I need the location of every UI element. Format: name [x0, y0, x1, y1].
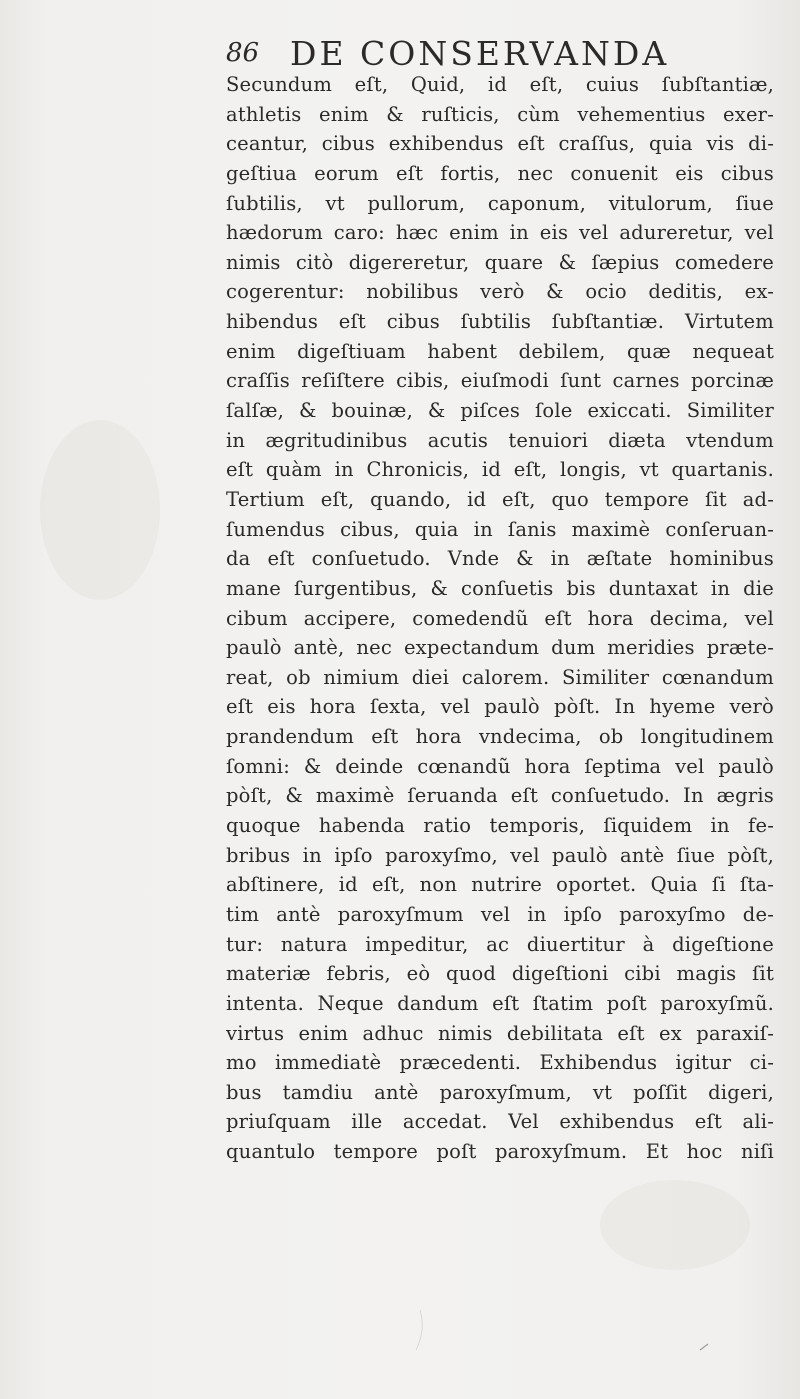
running-title: DE CONSERVANDA [290, 34, 670, 73]
text-line: reat, ob nimium diei calorem. Similiter cœnandum [226, 665, 774, 689]
text-line: nimis citò digereretur, quare & ſæpius comedere [226, 250, 774, 274]
text-line: athletis enim & ruſticis, cùm vehementius exer- [226, 102, 774, 126]
text-line: mane ſurgentibus, & conſuetis bis duntaxat in die [226, 576, 774, 600]
text-line: quoque habenda ratio temporis, ſiquidem in fe- [226, 814, 774, 838]
text-line: pòſt, & maximè ſeruanda eſt conſuetudo. In ægris [226, 784, 774, 808]
text-line: bus tamdiu antè paroxyſmum, vt poſſit digeri, [226, 1080, 774, 1104]
text-line: cogerentur: nobilibus verò & ocio deditis, ex- [226, 280, 774, 304]
text-line: eſt eis hora ſexta, vel paulò pòſt. In hyeme verò [226, 695, 774, 719]
bleed-through-marks [0, 1300, 800, 1399]
text-line: eſt quàm in Chronicis, id eſt, longis, vt quartanis. [226, 458, 774, 482]
text-line: priuſquam ille accedat. Vel exhibendus eſt ali- [226, 1110, 774, 1134]
text-line: virtus enim adhuc nimis debilitata eſt ex paraxiſ- [226, 1021, 774, 1045]
text-line: bribus in ipſo paroxyſmo, vel paulò antè ſiue pòſt, [226, 843, 774, 867]
text-line: intenta. Neque dandum eſt ſtatim poſt paroxyſmũ. [226, 991, 774, 1015]
text-line: craſſis reſiſtere cibis, eiuſmodi ſunt carnes porcinæ [226, 369, 774, 393]
text-line: tur: natura impeditur, ac diuertitur à digeſtione [226, 932, 774, 956]
text-line: mo immediatè præcedenti. Exhibendus igitur ci- [226, 1051, 774, 1075]
paper-stain [600, 1180, 750, 1270]
text-line: prandendum eſt hora vndecima, ob longitudinem [226, 725, 774, 749]
text-line: ſubtilis, vt pullorum, caponum, vitulorum, ſiue [226, 191, 774, 215]
text-line: Tertium eſt, quando, id eſt, quo tempore ſit ad- [226, 487, 774, 511]
text-line: hædorum caro: hæc enim in eis vel adureretur, vel [226, 221, 774, 245]
text-line: geſtiua eorum eſt fortis, nec conuenit eis cibus [226, 161, 774, 185]
text-line: Secundum eſt, Quid, id eſt, cuius ſubſtantiæ, [226, 73, 774, 96]
text-line: in ægritudinibus acutis tenuiori diæta vtendum [226, 428, 774, 452]
text-line: ſomni: & deinde cœnandũ hora ſeptima vel paulò [226, 754, 774, 778]
page-header [0, 34, 800, 74]
body-text [226, 70, 774, 1167]
text-line: paulò antè, nec expectandum dum meridies præte- [226, 636, 774, 660]
text-line: ſalſæ, & bouinæ, & piſces ſole exiccati. Similiter [226, 399, 774, 423]
text-line: materiæ febris, eò quod digeſtioni cibi magis ſit [226, 962, 774, 986]
text-line: cibum accipere, comedendũ eſt hora decima, vel [226, 606, 774, 630]
page-number: 86 [226, 38, 260, 68]
text-line: abſtinere, id eſt, non nutrire oportet. Quia ſi ſta- [226, 873, 774, 897]
text-line: quantulo tempore poſt paroxyſmum. Et hoc niſi [226, 1140, 774, 1164]
text-line: da eſt conſuetudo. Vnde & in æſtate hominibus [226, 547, 774, 571]
paper-stain [40, 420, 160, 600]
text-line: ſumendus cibus, quia in ſanis maximè conſeruan- [226, 517, 774, 541]
text-line: ceantur, cibus exhibendus eſt craſſus, quia vis di- [226, 132, 774, 156]
text-line: tim antè paroxyſmum vel in ipſo paroxyſmo de- [226, 902, 774, 926]
text-line: hibendus eſt cibus ſubtilis ſubſtantiæ. Virtutem [226, 310, 774, 334]
paper-bleed-marks [0, 1300, 800, 1399]
text-line: enim digeſtiuam habent debilem, quæ nequeat [226, 339, 774, 363]
